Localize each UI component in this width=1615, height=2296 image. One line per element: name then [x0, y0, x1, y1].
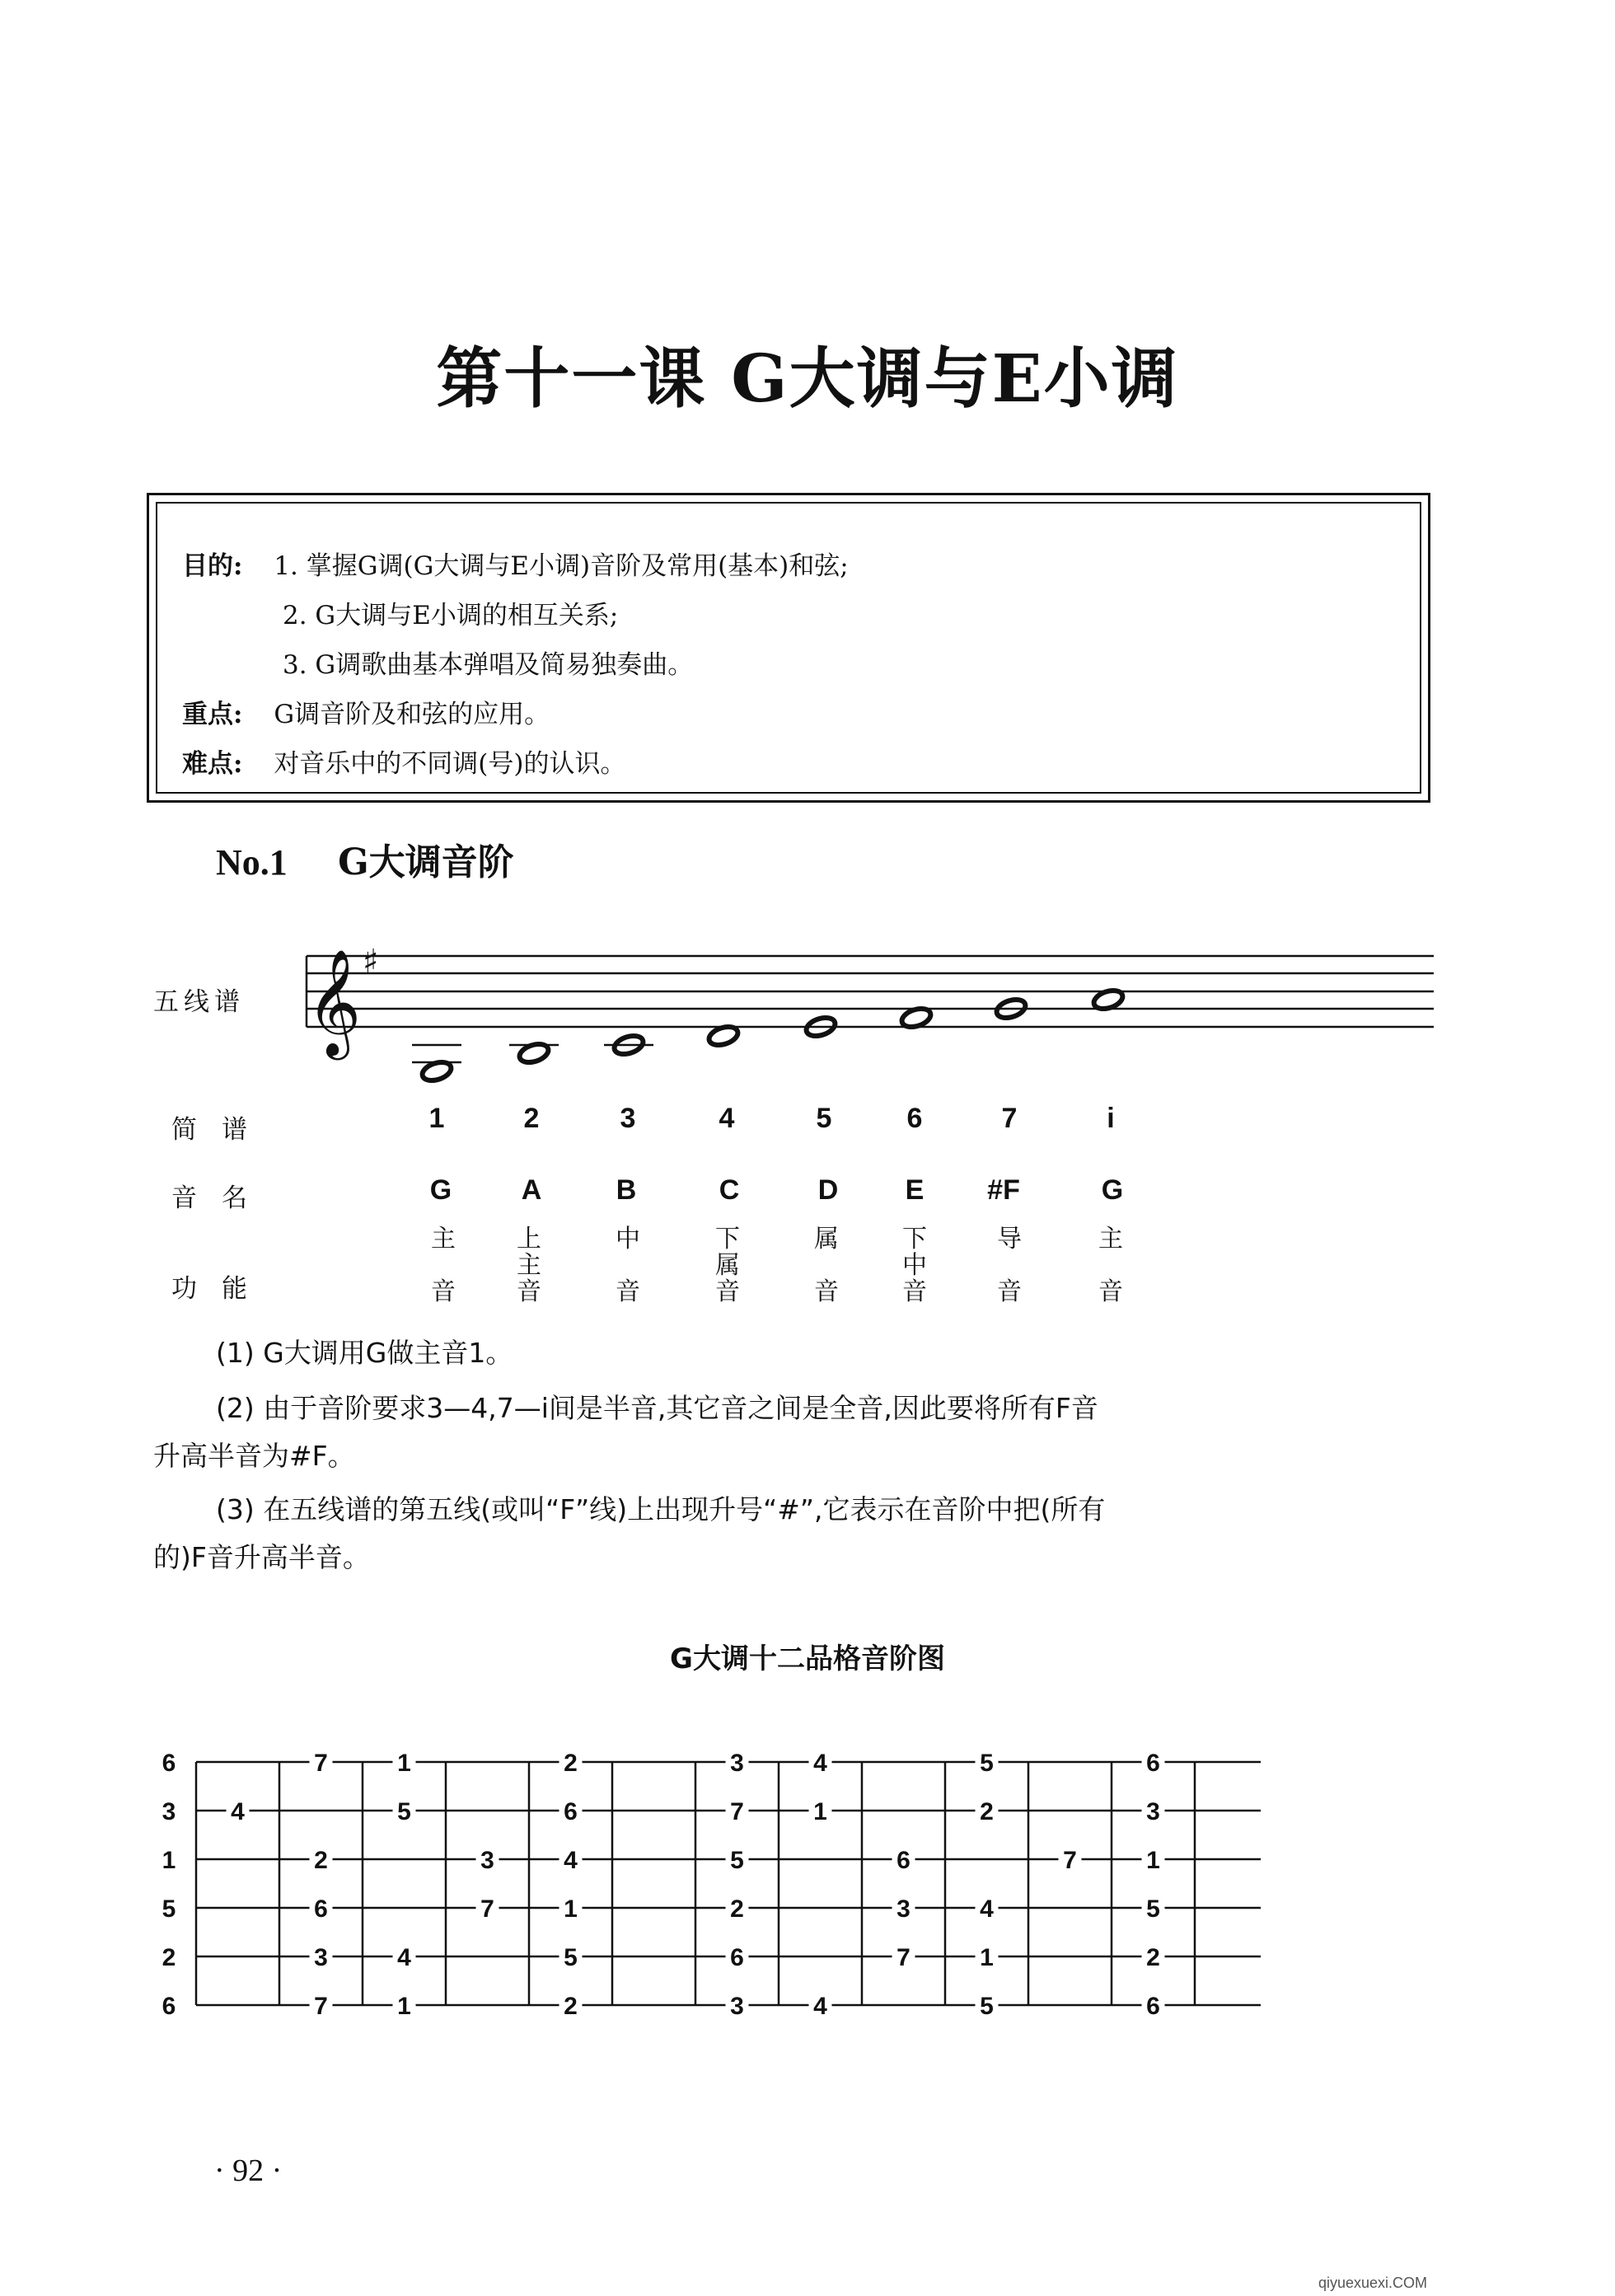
- key-label: 重点:: [182, 700, 243, 729]
- fret-note: 2: [314, 1847, 328, 1874]
- fret-note: 6: [1146, 1750, 1160, 1777]
- goal-item-1: 1. 掌握G调(G大调与E小调)音阶及常用(基本)和弦;: [274, 551, 849, 581]
- fret-note: 4: [813, 1993, 827, 2020]
- note-name: A: [521, 1174, 542, 1206]
- fret-note: 7: [1063, 1847, 1077, 1874]
- note-paragraph-1: (1) G大调用G做主音1。: [216, 1337, 513, 1369]
- fret-note: 1: [397, 1750, 411, 1777]
- watermark: qiyuexuexi.COM: [1318, 2275, 1428, 2291]
- jianpu-note: 3: [620, 1103, 636, 1134]
- key-text: G调音阶及和弦的应用。: [274, 700, 550, 729]
- fret-note: 1: [564, 1895, 578, 1923]
- fret-note: 3: [1146, 1798, 1160, 1825]
- lesson-title: 第十一课 G大调与E小调: [436, 340, 1179, 417]
- fret-note: 6: [896, 1847, 910, 1874]
- fret-note: 1: [813, 1798, 827, 1825]
- fret-note: 3: [314, 1944, 328, 1971]
- section-number: No.1: [216, 842, 288, 883]
- note-paragraph-3-cont: 的)F音升高半音。: [153, 1541, 370, 1573]
- fret-note: 3: [480, 1847, 494, 1874]
- fret-note: 4: [813, 1750, 827, 1777]
- fret-note: 4: [397, 1944, 411, 1971]
- note-name: D: [817, 1174, 839, 1206]
- note-name: #F: [987, 1174, 1020, 1206]
- function-cell: 导 音: [997, 1225, 1022, 1306]
- fret-note: 4: [564, 1847, 578, 1874]
- fret-note: 5: [397, 1798, 411, 1825]
- note-name: G: [429, 1174, 452, 1206]
- fret-note: 7: [896, 1944, 910, 1971]
- fret-note: 2: [980, 1798, 994, 1825]
- jianpu-note: 7: [1001, 1103, 1018, 1134]
- fret-note: 7: [314, 1993, 328, 2020]
- open-string-note: 2: [162, 1944, 176, 1971]
- note-paragraph-2: (2) 由于音阶要求3—4,7—i间是半音,其它音之间是全音,因此要将所有F音: [216, 1392, 1098, 1424]
- fret-note: 6: [730, 1944, 744, 1971]
- jianpu-label: 简谱: [171, 1115, 272, 1145]
- treble-clef-icon: 𝄞: [307, 949, 362, 1056]
- fret-note: 5: [1146, 1895, 1160, 1923]
- fret-note: 5: [980, 1750, 994, 1777]
- difficulty-text: 对音乐中的不同调(号)的认识。: [274, 749, 626, 779]
- note-name: B: [616, 1174, 637, 1206]
- function-cell: 主 音: [431, 1225, 456, 1306]
- note-name: E: [905, 1174, 925, 1206]
- fretboard-frets: [196, 1762, 1195, 2005]
- note-paragraph-3: (3) 在五线谱的第五线(或叫“F”线)上出现升号“#”,它表示在音阶中把(所有: [216, 1493, 1106, 1525]
- function-cell: 属 音: [814, 1225, 839, 1306]
- goal-item-2: 2. G大调与E小调的相互关系;: [283, 601, 619, 630]
- fret-note: 1: [980, 1944, 994, 1971]
- note-name: C: [719, 1174, 740, 1206]
- fret-note: 5: [980, 1993, 994, 2020]
- jianpu-note: i: [1107, 1103, 1115, 1134]
- staff-label: 五线谱: [153, 987, 245, 1017]
- fret-note: 7: [314, 1750, 328, 1777]
- function-cell: 上 主 音: [517, 1225, 541, 1306]
- fret-note: 1: [397, 1993, 411, 2020]
- jianpu-note: 4: [719, 1103, 735, 1134]
- fret-note: 5: [564, 1944, 578, 1971]
- sharp-key-signature-icon: ♯: [363, 943, 379, 981]
- function-cell: 中 音: [616, 1225, 640, 1306]
- function-cell: 下 中 音: [902, 1225, 927, 1306]
- jianpu-note: 6: [906, 1103, 923, 1134]
- fret-note: 4: [231, 1798, 245, 1825]
- fret-note: 2: [1146, 1944, 1160, 1971]
- fret-note: 2: [564, 1750, 578, 1777]
- open-string-note: 6: [162, 1993, 176, 2020]
- fret-note: 3: [730, 1750, 744, 1777]
- note-paragraph-2-cont: 升高半音为#F。: [153, 1440, 355, 1472]
- open-string-note: 5: [162, 1895, 176, 1923]
- open-string-note: 1: [162, 1847, 176, 1874]
- fret-note: 6: [314, 1895, 328, 1923]
- fret-note: 2: [564, 1993, 578, 2020]
- fret-note: 3: [730, 1993, 744, 2020]
- fret-note: 7: [480, 1895, 494, 1923]
- fret-note: 3: [896, 1895, 910, 1923]
- fret-note: 6: [1146, 1993, 1160, 2020]
- page-number: · 92 ·: [214, 2153, 283, 2188]
- note-name: G: [1101, 1174, 1124, 1206]
- function-cell: 主 音: [1098, 1225, 1123, 1306]
- jianpu-note: 2: [523, 1103, 540, 1134]
- fret-note: 2: [730, 1895, 744, 1923]
- open-string-labels: [162, 1750, 176, 2020]
- fret-note: 6: [564, 1798, 578, 1825]
- note-name-label: 音名: [171, 1183, 272, 1213]
- section-title: G大调音阶: [338, 841, 514, 883]
- function-cell: 下 属 音: [715, 1225, 740, 1306]
- fret-note: 4: [980, 1895, 994, 1923]
- open-string-note: 6: [162, 1750, 176, 1777]
- jianpu-note: 5: [816, 1103, 832, 1134]
- jianpu-note: 1: [428, 1103, 445, 1134]
- fret-note: 5: [730, 1847, 744, 1874]
- open-string-note: 3: [162, 1798, 176, 1825]
- fretboard-title: G大调十二品格音阶图: [670, 1642, 945, 1675]
- function-label: 功能: [171, 1274, 272, 1304]
- difficulty-label: 难点:: [182, 749, 243, 779]
- purpose-label: 目的:: [182, 551, 243, 581]
- fret-note: 7: [730, 1798, 744, 1825]
- fret-note: 1: [1146, 1847, 1160, 1874]
- goal-item-3: 3. G调歌曲基本弹唱及简易独奏曲。: [283, 650, 694, 680]
